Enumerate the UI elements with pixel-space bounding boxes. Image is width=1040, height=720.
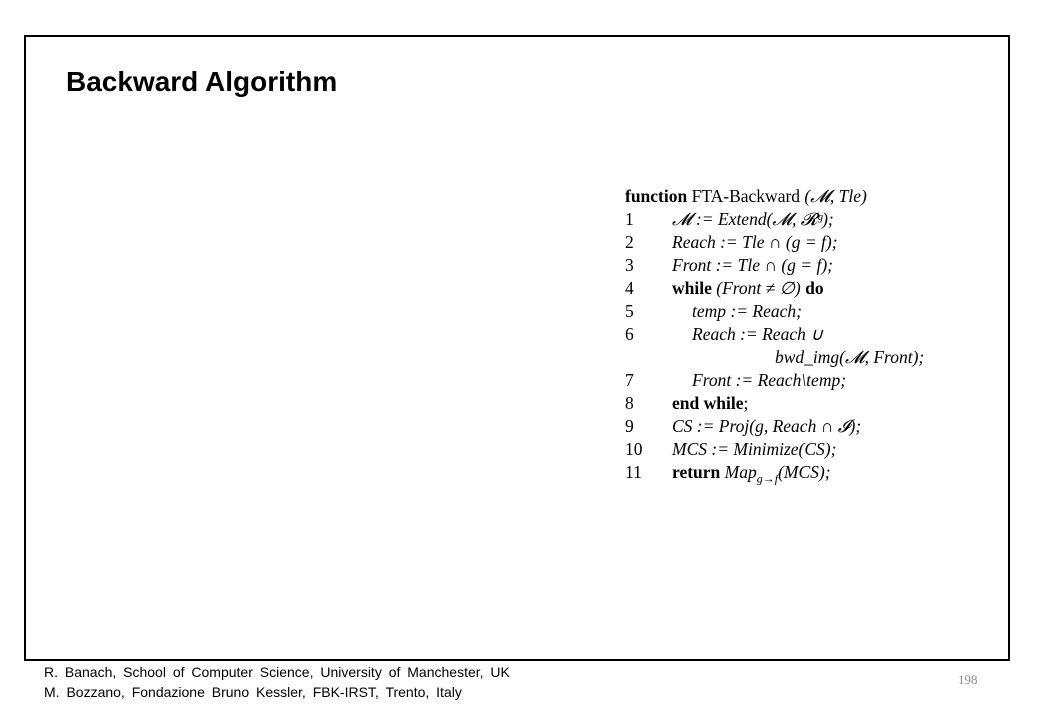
algorithm-line: 1 𝓜 := Extend(𝓜, 𝓡ᵍ); [625,209,834,229]
algorithm-line: 2 Reach := Tle ∩ (g = f); [625,232,838,252]
algorithm-listing [625,185,965,484]
do-keyword: do [805,278,824,298]
algorithm-line: 7 Front := Reach\temp; [625,370,847,390]
function-name: FTA-Backward [691,186,801,206]
algorithm-line: 11 return Map$_{g\to f}$(MCS); [625,462,831,486]
algorithm-line: 5 temp := Reach; [625,301,802,321]
function-keyword: function [625,186,688,206]
slide-title: Backward Algorithm [66,66,338,97]
algorithm-line: 8 end while; [625,393,749,413]
algorithm-line: 9 CS := Proj(g, Reach ∩ 𝓘); [625,416,862,436]
footer-line-1: R. Banach, School of Computer Science, University of Manchester, UK [44,664,510,680]
page-number: 198 [958,672,978,687]
algorithm-line: 6 Reach := Reach ∪ [625,324,824,344]
algorithm-line: 4 while (Front ≠ ∅) do [625,278,824,298]
end-while-keyword: end while [672,393,744,413]
footer-credits [44,662,510,702]
return-keyword: return [672,462,721,482]
while-keyword: while [672,278,712,298]
algorithm-line-continuation: bwd_img(𝓜, Front); [775,347,925,367]
algorithm-header [625,185,965,208]
footer-line-2: M. Bozzano, Fondazione Bruno Kessler, FBK-IRST, Trento, Italy [44,684,462,700]
function-args: (𝓜, Tle) [804,186,867,206]
algorithm-line: 10 MCS := Minimize(CS); [625,439,837,459]
algorithm-line: 3 Front := Tle ∩ (g = f); [625,255,834,275]
